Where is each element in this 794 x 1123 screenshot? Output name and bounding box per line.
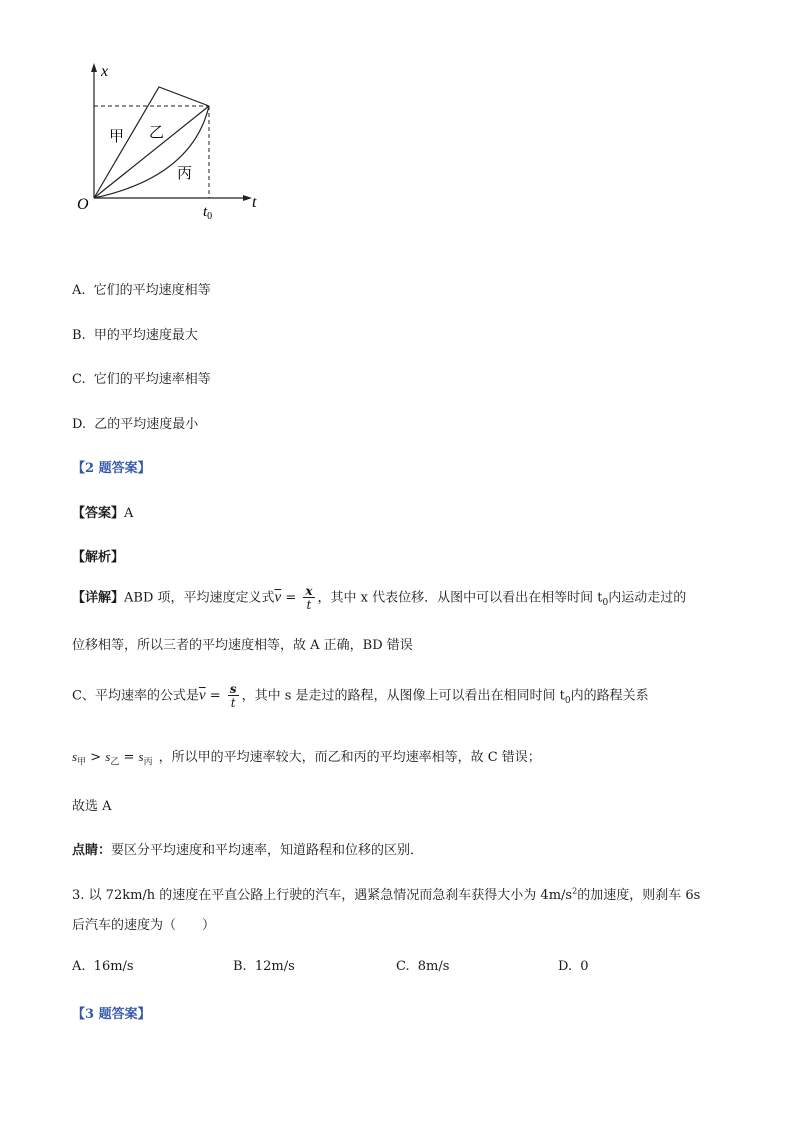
choose-line: 故选 A (72, 799, 112, 814)
option-text: 16m/s (93, 959, 134, 974)
detail-text: ，其中 s 是走过的路程，从图像上可以看出在相同时间 t (241, 688, 565, 704)
t0-label: $t_0$ (203, 204, 213, 222)
axis-x-label: x (101, 63, 109, 80)
origin-label: O (77, 196, 89, 213)
answer-header-2: 【2 题答案】 (72, 461, 151, 476)
fraction-denominator: t (306, 598, 312, 612)
relation-op: > (86, 750, 106, 765)
relation-s: s (138, 749, 144, 764)
x-axis-arrow (91, 63, 97, 72)
subscript: 0 (602, 598, 609, 609)
option-text: 它们的平均速度相等 (93, 283, 211, 298)
superscript: 2 (572, 886, 578, 896)
tip-text: 要区分平均速度和平均速率，知道路程和位移的区别． (111, 843, 424, 858)
fraction-numerator: s (229, 682, 237, 696)
option-d (72, 413, 198, 432)
relation-s: s (72, 749, 78, 764)
q3-option-a (72, 959, 134, 974)
q3-option-c (396, 959, 449, 974)
answer-value: A (124, 506, 134, 521)
label-bing: 丙 (177, 164, 193, 182)
option-letter: B. (72, 328, 86, 343)
detail-line-2: 位移相等，所以三者的平均速度相等，故 A 正确，BD 错误 (72, 638, 413, 653)
axis-t-label: t (252, 194, 257, 211)
q3-option-d (558, 959, 589, 974)
detail-line-1: 【详解】ABD 项，平均速度定义式$\overline{v}$ = $\frac{x}{t}$ ，其中 x 代表位移．从图中可以看出在相等时间 $t_0$内运动走过的 (72, 584, 687, 612)
detail-text: ，其中 x 代表位移．从图中可以看出在相等时间 t (317, 590, 603, 606)
detail-tag: 【详解】 (72, 590, 125, 606)
option-letter: C. (72, 372, 86, 387)
fraction-numerator: x (305, 584, 313, 598)
option-letter: A. (72, 959, 86, 974)
subscript: 甲 (77, 757, 87, 768)
detail-text: 内运动走过的 (608, 590, 687, 606)
curve-yi (94, 106, 209, 198)
q3-line-1 (72, 884, 700, 903)
x-t-graph (70, 55, 280, 225)
detail-text: C、平均速率的公式是 (72, 688, 199, 704)
subscript: 0 (564, 696, 571, 707)
tip-line (72, 839, 423, 858)
option-b (72, 324, 198, 343)
fraction-denominator: t (230, 696, 236, 710)
relation-line (72, 746, 541, 768)
option-a (72, 279, 211, 298)
relation-s: s (105, 749, 111, 764)
option-letter: A. (72, 283, 86, 298)
option-text: 它们的平均速率相等 (93, 372, 211, 387)
fraction-x-over-t (303, 585, 314, 611)
option-letter: B. (233, 959, 247, 974)
q3-text: 3. 以 72km/h 的速度在平直公路上行驶的汽车，遇紧急情况而急刹车获得大小为 4m/s (72, 888, 573, 903)
option-letter: D. (72, 417, 87, 432)
label-jia: 甲 (109, 127, 125, 145)
t-axis-arrow (243, 195, 252, 201)
v-bar-symbol: $\overline{v}$ (198, 687, 206, 704)
answer-tag: 【答案】 (72, 506, 125, 521)
relation-text: ，所以甲的平均速率较大，而乙和丙的平均速率相等，故 C 错误； (158, 750, 541, 765)
answer-line (72, 502, 133, 521)
option-letter: C. (396, 959, 410, 974)
option-text: 乙的平均速度最小 (94, 417, 199, 432)
answer-header-3: 【3 题答案】 (72, 1007, 151, 1022)
tip-tag: 点睛： (72, 843, 112, 858)
q3-line-2: 后汽车的速度为（ ） (72, 918, 216, 933)
subscript: 乙 (110, 757, 120, 768)
q3-text: 的加速度，则刹车 6s (577, 888, 701, 903)
fraction-s-over-t (228, 683, 239, 709)
option-text: 0 (580, 959, 589, 974)
subscript: 丙 (143, 757, 153, 768)
option-text: 12m/s (254, 959, 295, 974)
option-text: 8m/s (417, 959, 450, 974)
option-letter: D. (558, 959, 573, 974)
v-bar-symbol: $\overline{v}$ (274, 589, 282, 606)
option-text: 甲的平均速度最大 (93, 328, 198, 343)
analysis-tag: 【解析】 (72, 550, 125, 565)
option-c (72, 368, 211, 387)
label-yi: 乙 (149, 123, 165, 141)
detail-text: ABD 项，平均速度定义式 (124, 590, 275, 606)
relation-op: = (119, 750, 139, 765)
detail-c-line: C、平均速率的公式是$\overline{v}$ = $\frac{s}{t}$ ，其中 s 是走过的路程，从图像上可以看出在相同时间 $t_0$内的路程关系 (72, 682, 649, 710)
detail-text: 内的路程关系 (570, 688, 649, 704)
q3-option-b (233, 959, 295, 974)
